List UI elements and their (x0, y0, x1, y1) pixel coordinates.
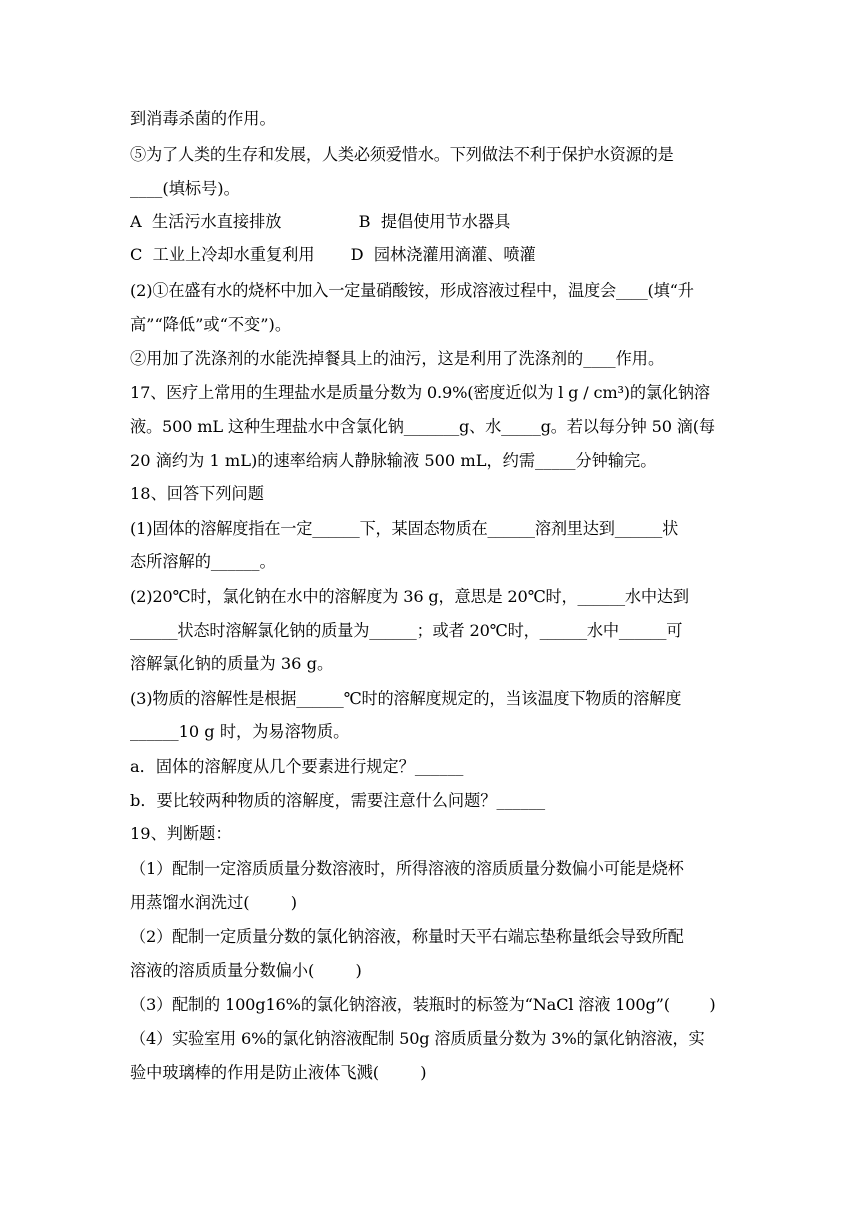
text-line: (2)①在盛有水的烧杯中加入一定量硝酸铵，形成溶液过程中，温度会____(填“升 (130, 281, 694, 300)
question-17-line: 17、医疗上常用的生理盐水是质量分数为 0.9%(密度近似为 l g / cm³)的氯化钠溶 (130, 383, 710, 402)
text-line: ②用加了洗涤剂的水能洗掉餐具上的油污，这是利用了洗涤剂的____作用。 (130, 349, 665, 368)
text-line: 态所溶解的______。 (130, 552, 276, 571)
text-line: （2）配制一定质量分数的氯化钠溶液，称量时天平右端忘垫称量纸会导致所配 (130, 927, 684, 946)
text-line: b．要比较两种物质的溶解度，需要注意什么问题？______ (130, 791, 546, 810)
text-line: (1)固体的溶解度指在一定______下，某固态物质在______溶剂里达到______状 (130, 519, 679, 538)
text-line: （1）配制一定溶质质量分数溶液时，所得溶液的溶质质量分数偏小可能是烧杯 (130, 859, 684, 878)
text-line: （4）实验室用 6%的氯化钠溶液配制 50g 溶质质量分数为 3%的氯化钠溶液，实 (130, 1029, 705, 1048)
text-line: 液。500 mL 这种生理盐水中含氯化钠_______g、水_____g。若以每分钟 50 滴(每 (130, 417, 715, 436)
text-line: 20 滴约为 1 mL)的速率给病人静脉输液 500 mL，约需_____分钟输完。 (130, 451, 657, 470)
text-line: ____(填标号)。 (130, 179, 240, 198)
choice-line: C 工业上冷却水重复利用 D 园林浇灌用滴灌、喷灌 (130, 245, 536, 264)
text-line: 溶液的溶质质量分数偏小( ) (130, 961, 362, 980)
text-line: 高”“降低”或“不变”)。 (130, 315, 292, 334)
text-line: (2)20℃时，氯化钠在水中的溶解度为 36 g，意思是 20℃时，______水中达到 (130, 587, 689, 606)
text-line: （3）配制的 100g16%的氯化钠溶液，装瓶时的标签为“NaCl 溶液 100g”( ) (130, 995, 716, 1014)
text-line: a．固体的溶解度从几个要素进行规定？______ (130, 757, 464, 776)
text-line: (3)物质的溶解性是根据______℃时的溶解度规定的，当该温度下物质的溶解度 (130, 689, 682, 708)
question-19-line: 19、判断题： (130, 824, 232, 843)
question-18-line: 18、回答下列问题 (130, 484, 264, 503)
text-line: 验中玻璃棒的作用是防止液体飞溅( ) (130, 1063, 427, 1082)
text-line: ______10 g 时，为易溶物质。 (130, 722, 350, 741)
text-line: 到消毒杀菌的作用。 (130, 109, 276, 128)
choice-line: A 生活污水直接排放 B 提倡使用节水器具 (130, 212, 511, 231)
text-line: ______状态时溶解氯化钠的质量为______；或者 20℃时，______水中______可 (130, 621, 683, 640)
text-line: 用蒸馏水润洗过( ) (130, 893, 298, 912)
text-line: 溶解氯化钠的质量为 36 g。 (130, 654, 334, 673)
text-line: ⑤为了人类的生存和发展，人类必须爱惜水。下列做法不利于保护水资源的是 (130, 145, 674, 164)
